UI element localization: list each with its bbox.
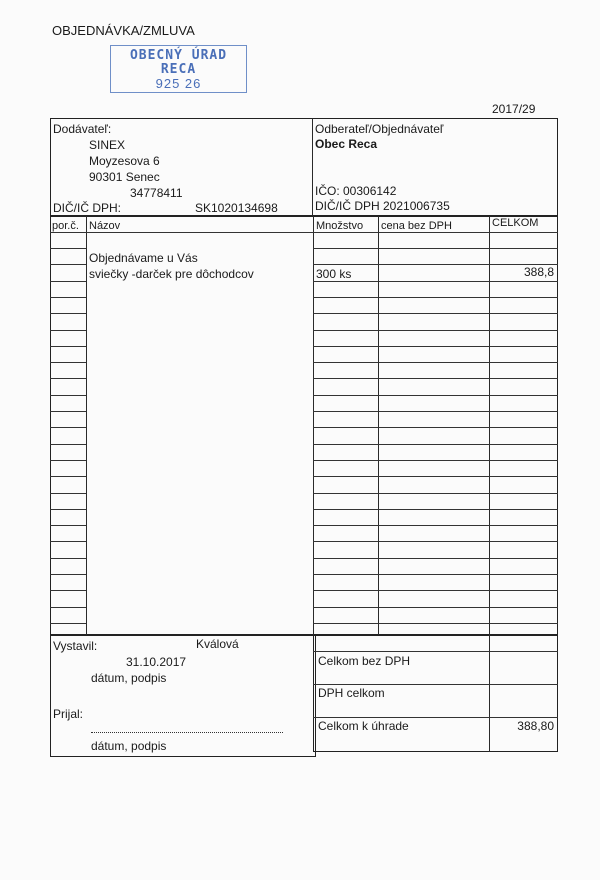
table-row-line xyxy=(313,541,558,542)
table-row-line xyxy=(50,558,86,559)
table-row-line xyxy=(313,378,558,379)
table-row-line xyxy=(313,427,558,428)
table-row-line xyxy=(50,476,86,477)
header-price: cena bez DPH xyxy=(381,220,452,232)
sum-due-value: 388,80 xyxy=(517,719,554,733)
table-row-line xyxy=(313,558,558,559)
table-row-line xyxy=(50,264,86,265)
sum-due-label: Celkom k úhrade xyxy=(318,719,409,733)
date-sign-label-1: dátum, podpis xyxy=(91,671,167,685)
stamp-line-3: 925 26 xyxy=(155,76,202,91)
table-row-line xyxy=(313,362,558,363)
table-row-line xyxy=(313,525,558,526)
vat-label: DPH celkom xyxy=(318,686,385,700)
table-row-line xyxy=(313,248,558,249)
supplier-label: Dodávateľ: xyxy=(53,122,112,136)
item-total: 388,8 xyxy=(523,265,554,279)
table-row-line xyxy=(50,493,86,494)
table-row-line xyxy=(50,362,86,363)
table-row-line xyxy=(313,346,558,347)
table-row-line xyxy=(313,476,558,477)
issued-label: Vystavil: xyxy=(53,639,98,653)
table-row-line xyxy=(50,248,86,249)
table-row-line xyxy=(50,460,86,461)
supplier-name: SINEX xyxy=(89,138,126,152)
office-stamp xyxy=(110,45,247,93)
table-row-line xyxy=(50,607,86,608)
item-qty: 300 ks xyxy=(316,267,352,281)
header-index: por.č. xyxy=(52,220,79,232)
supplier-street: Moyzesova 6 xyxy=(89,154,160,168)
supplier-ico: 34778411 xyxy=(130,186,183,200)
issued-by: Kválová xyxy=(196,637,239,651)
table-row-line xyxy=(50,444,86,445)
table-row-line xyxy=(313,313,558,314)
signature-dotted-line xyxy=(91,732,283,733)
table-row-line xyxy=(313,590,558,591)
table-row-line xyxy=(313,281,558,282)
table-row-line xyxy=(50,427,86,428)
table-row-line xyxy=(313,574,558,575)
table-row-line xyxy=(313,607,558,608)
item-text-line-1: Objednávame u Vás xyxy=(89,251,198,265)
header-qty: Množstvo xyxy=(316,220,364,232)
table-row-line xyxy=(313,509,558,510)
document-number: 2017/29 xyxy=(492,102,536,116)
table-row-line xyxy=(313,330,558,331)
document-title: OBJEDNÁVKA/ZMLUVA xyxy=(52,23,195,38)
table-row-line xyxy=(50,297,86,298)
table-row-line xyxy=(50,541,86,542)
table-row-line xyxy=(50,525,86,526)
supplier-city: 90301 Senec xyxy=(89,170,160,184)
table-row-line xyxy=(50,574,86,575)
table-row-line xyxy=(50,281,86,282)
table-row-line xyxy=(313,460,558,461)
table-row-line xyxy=(50,313,86,314)
table-row-line xyxy=(50,411,86,412)
table-row-line xyxy=(50,346,86,347)
table-row-line xyxy=(50,590,86,591)
table-row-line xyxy=(313,395,558,396)
table-row-line xyxy=(313,444,558,445)
table-row-line xyxy=(313,493,558,494)
customer-name: Obec Reca xyxy=(315,137,378,151)
table-row-line xyxy=(50,509,86,510)
customer-dic: DIČ/IČ DPH 2021006735 xyxy=(315,199,450,213)
date-sign-label-2: dátum, podpis xyxy=(91,739,167,753)
supplier-dic-value: SK1020134698 xyxy=(195,201,278,215)
table-row-line xyxy=(50,395,86,396)
table-row-line xyxy=(50,378,86,379)
header-total: CELKOM xyxy=(492,217,539,229)
table-row-line xyxy=(50,330,86,331)
item-text-line-2: sviečky -darček pre dôchodcov xyxy=(89,267,254,281)
received-label: Prijal: xyxy=(53,707,84,721)
table-row-line xyxy=(313,411,558,412)
table-row-line xyxy=(50,623,86,624)
supplier-dic-label: DIČ/IČ DPH: xyxy=(53,201,122,215)
stamp-line-2: RECA xyxy=(160,62,197,77)
stamp-line-1: OBECNÝ ÚRAD xyxy=(129,48,228,63)
header-name: Názov xyxy=(89,220,121,232)
customer-label: Odberateľ/Objednávateľ xyxy=(315,122,444,136)
customer-ico: IČO: 00306142 xyxy=(315,184,397,198)
signature-box xyxy=(50,635,316,757)
table-row-line xyxy=(313,297,558,298)
issued-date: 31.10.2017 xyxy=(126,655,187,669)
sum-no-vat-label: Celkom bez DPH xyxy=(318,654,411,668)
table-row-line xyxy=(313,623,558,624)
